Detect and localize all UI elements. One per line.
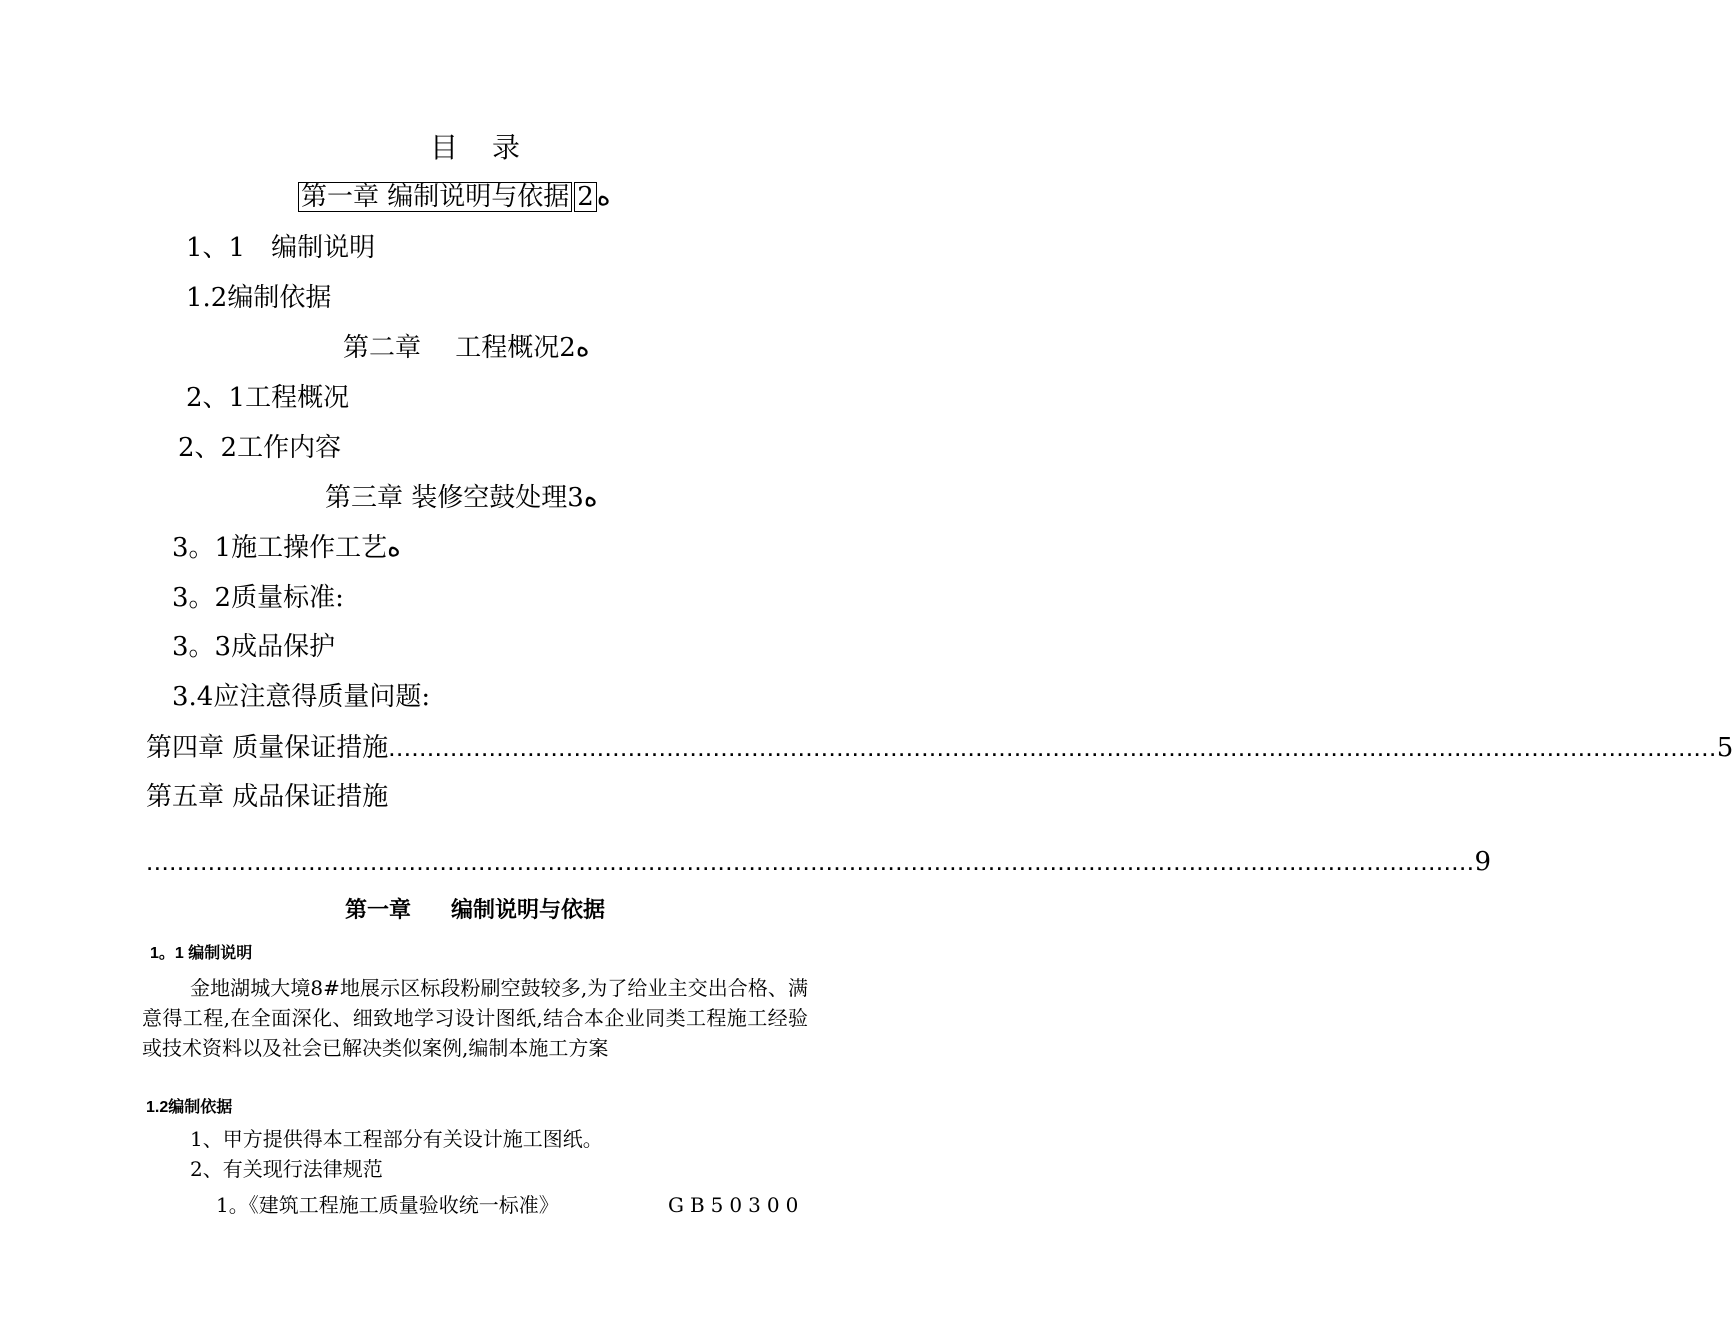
toc-item: 1、1 编制说明: [186, 233, 376, 263]
section-heading: 1。1 编制说明: [150, 945, 253, 962]
chapter-title: 编制说明与依据: [451, 897, 606, 922]
toc-item: 3。1施工操作工艺ﻩ: [172, 533, 401, 563]
toc-item: 第三章 装修空鼓处理3ﻩ: [325, 483, 598, 513]
toc-item: 3。3成品保护: [172, 632, 336, 662]
toc-item: 3.4应注意得质量问题:: [172, 682, 431, 712]
toc-item: 3。2质量标准:: [172, 583, 344, 613]
toc-chapter-4-page: 5: [1716, 733, 1733, 763]
toc-chapter-5-label: 第五章 成品保证措施: [146, 782, 389, 812]
toc-item: 第二章 工程概况2ﻩ: [343, 333, 590, 363]
toc-title: 目录: [429, 131, 554, 164]
toc-chapter-4-label: 第四章 质量保证措施: [146, 733, 389, 763]
toc-chapter-5-leader: [146, 846, 1492, 877]
section-heading: 1.2编制依据: [146, 1099, 233, 1116]
toc-item: 2、1工程概况: [186, 383, 350, 413]
toc-item: 2、2工作内容: [178, 433, 342, 463]
standard-code: GB50300: [668, 1193, 805, 1217]
toc-chapter-4: [146, 732, 1733, 763]
toc-chapter-1: [298, 182, 610, 212]
toc-leader-dots: ............................................................................................................................................................................: [146, 846, 1475, 876]
chapter-heading: [0, 899, 950, 921]
chapter-number: 第一章: [344, 897, 411, 922]
body-paragraph: 金地湖城大境8#地展示区标段粉刷空鼓较多,为了给业主交出合格、满意得工程,在全面深化、细致地学习设计图纸,结合本企业同类工程施工经验或技术资料以及社会已解决类似案例,编制本施工方案: [142, 976, 808, 1060]
toc-chapter-1-tail: ﻩ: [596, 182, 611, 212]
toc-chapter-1-page: 2: [574, 182, 597, 212]
basis-item: 2、有关现行法律规范: [190, 1157, 383, 1181]
standard-name: 1。《建筑工程施工质量验收统一标准》: [216, 1193, 559, 1217]
basis-item: 1、甲方提供得本工程部分有关设计施工图纸。: [190, 1127, 603, 1151]
toc-leader-dots: ............................................................................................................................................................................: [388, 732, 1717, 762]
toc-chapter-1-label: 第一章 编制说明与依据: [298, 182, 572, 212]
toc-chapter-5-page: 9: [1474, 847, 1492, 877]
toc-item: 1.2编制依据: [186, 283, 332, 313]
